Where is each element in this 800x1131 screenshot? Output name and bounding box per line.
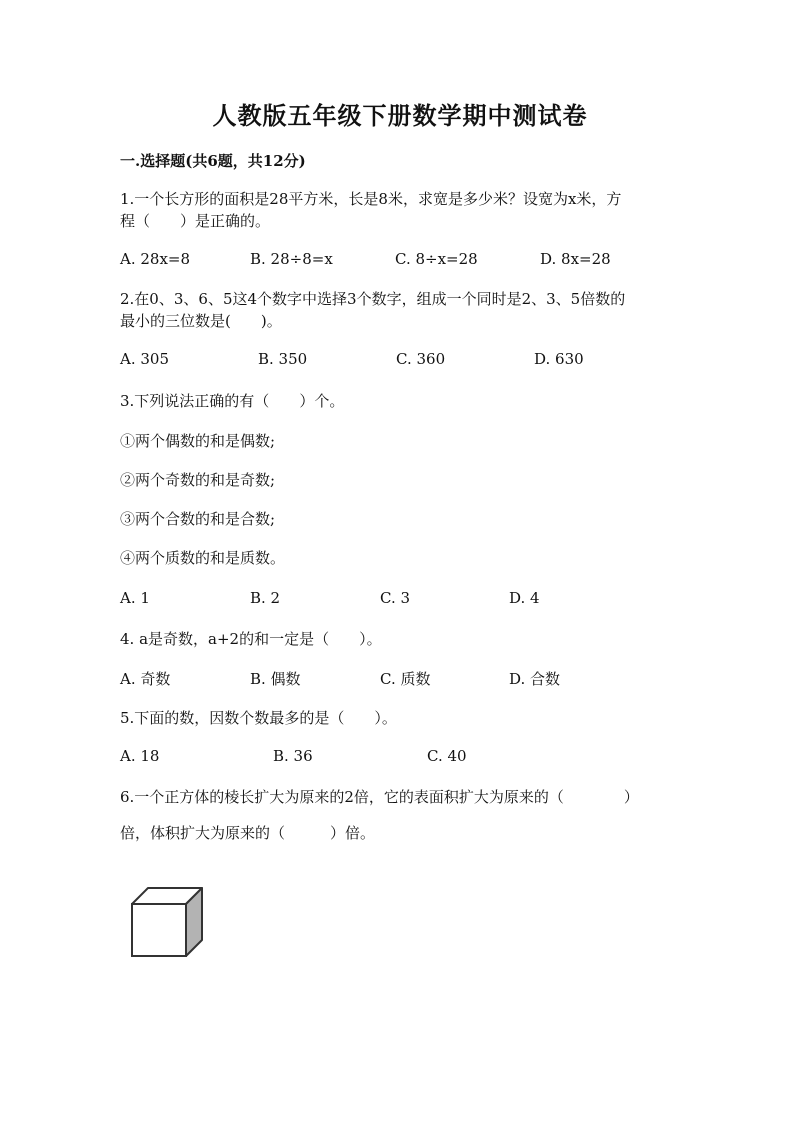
question-2-text-continued: 最小的三位数是( )。: [120, 312, 282, 330]
question-2-option-b: B. 350: [258, 350, 308, 368]
question-6-text-continued: 倍，体积扩大为原来的（ ）倍。: [120, 824, 376, 842]
question-1-option-a: A. 28x=8: [120, 250, 191, 268]
question-3-option-c: C. 3: [380, 589, 411, 607]
question-1-option-c: C. 8÷x=28: [395, 250, 478, 268]
question-3-statement-3: ③两个合数的和是合数;: [120, 510, 276, 528]
question-3-statement-1: ①两个偶数的和是偶数;: [120, 432, 276, 450]
question-5-option-a: A. 18: [120, 747, 160, 765]
question-2-option-d: D. 630: [534, 350, 584, 368]
page-title: 人教版五年级下册数学期中测试卷: [212, 101, 588, 130]
question-5-option-c: C. 40: [427, 747, 467, 765]
question-3-text: 3.下列说法正确的有（ ）个。: [120, 392, 345, 410]
question-5-option-b: B. 36: [273, 747, 313, 765]
question-2-option-c: C. 360: [396, 350, 446, 368]
question-4-option-a: A. 奇数: [120, 670, 171, 688]
question-4-option-d: D. 合数: [509, 670, 561, 688]
question-3-option-d: D. 4: [509, 589, 540, 607]
question-5-text: 5.下面的数，因数个数最多的是（ ）。: [120, 709, 397, 727]
question-2-option-a: A. 305: [120, 350, 169, 368]
question-4-option-b: B. 偶数: [250, 670, 301, 688]
question-3-option-a: A. 1: [120, 589, 150, 607]
question-4-text: 4. a是奇数，a+2的和一定是（ ）。: [120, 630, 382, 648]
section-heading: 一.选择题(共6题，共12分): [120, 152, 306, 170]
question-3-option-b: B. 2: [250, 589, 281, 607]
question-1-text: 1.一个长方形的面积是28平方米，长是8米，求宽是多少米？设宽为x米，方: [120, 190, 622, 208]
question-4-option-c: C. 质数: [380, 670, 431, 688]
question-3-statement-2: ②两个奇数的和是奇数;: [120, 471, 276, 489]
question-2-text: 2.在0、3、6、5这4个数字中选择3个数字，组成一个同时是2、3、5倍数的: [120, 290, 626, 308]
question-6-text: 6.一个正方体的棱长扩大为原来的2倍，它的表面积扩大为原来的（ ）: [120, 788, 639, 806]
cube-front-face: [132, 904, 186, 956]
question-1-option-d: D. 8x=28: [540, 250, 611, 268]
cube-figure: [128, 884, 208, 960]
question-1-option-b: B. 28÷8=x: [250, 250, 333, 268]
question-3-statement-4: ④两个质数的和是质数。: [120, 549, 286, 567]
question-1-text-continued: 程（ ）是正确的。: [120, 212, 271, 230]
